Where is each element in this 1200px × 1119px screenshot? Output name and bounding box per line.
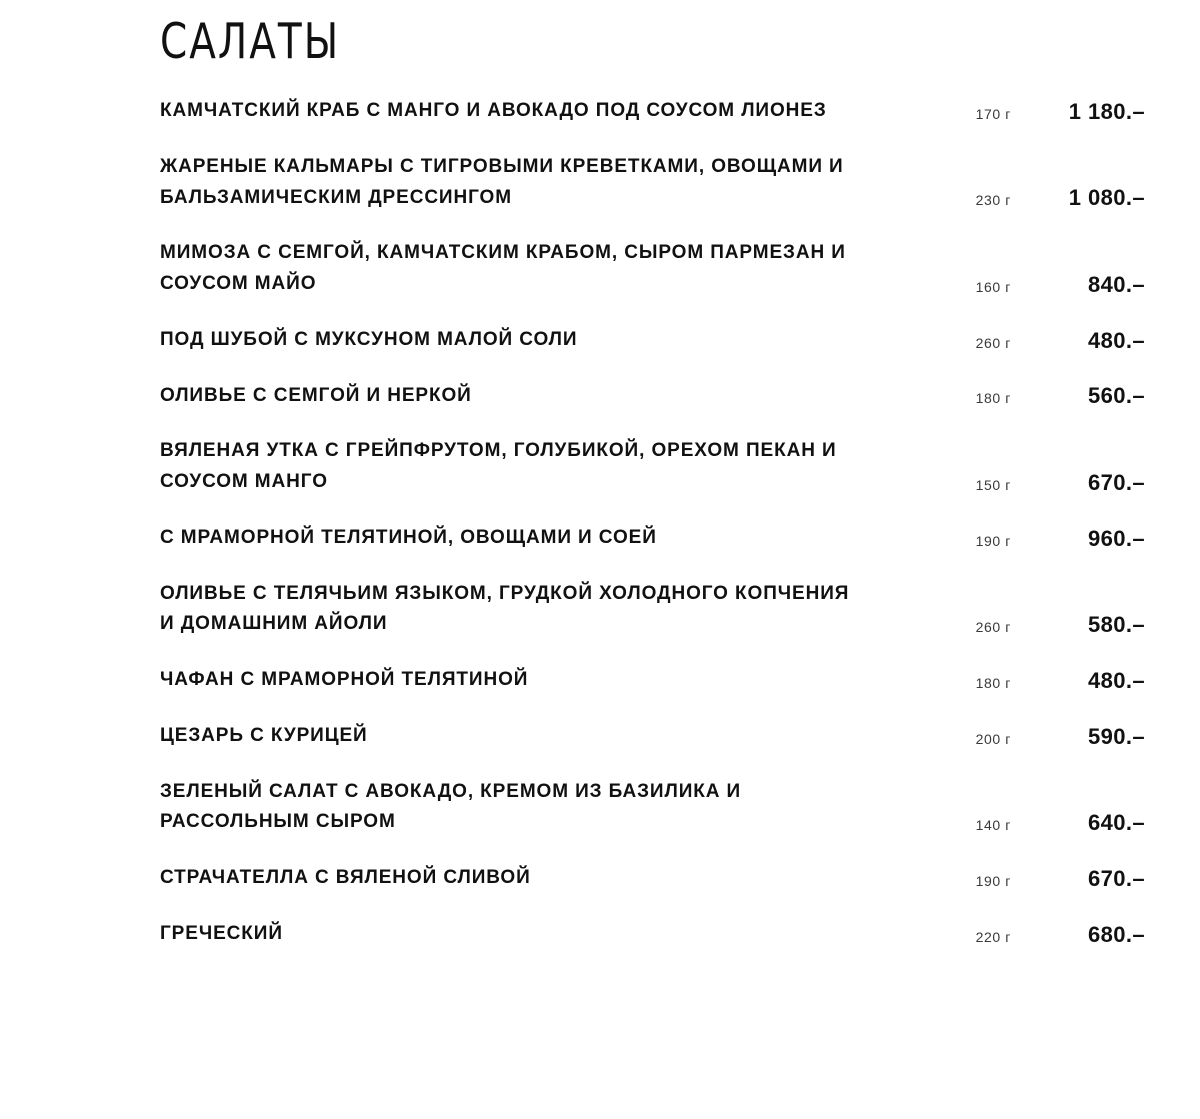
menu-item-meta <box>933 612 1145 640</box>
menu-item-name: ЗЕЛЕНЫЙ САЛАТ С АВОКАДО, КРЕМОМ ИЗ БАЗИЛИКА И РАССОЛЬНЫМ СЫРОМ <box>160 780 742 833</box>
menu-item-weight: 180 г <box>975 674 1011 691</box>
menu-item-meta <box>933 810 1145 838</box>
menu-item <box>160 665 1145 696</box>
menu-item-name: ЖАРЕНЫЕ КАЛЬМАРЫ С ТИГРОВЫМИ КРЕВЕТКАМИ, ОВОЩАМИ И БАЛЬЗАМИЧЕСКИМ ДРЕССИНГОМ <box>160 155 844 208</box>
menu-item <box>160 777 1145 839</box>
menu-item-name: МИМОЗА С СЕМГОЙ, КАМЧАТСКИМ КРАБОМ, СЫРОМ ПАРМЕЗАН И СОУСОМ МАЙО <box>160 242 846 295</box>
menu-item-meta <box>933 724 1145 752</box>
menu-item-meta <box>933 668 1145 696</box>
menu-item-meta <box>933 470 1145 498</box>
menu-item-name: С МРАМОРНОЙ ТЕЛЯТИНОЙ, ОВОЩАМИ И СОЕЙ <box>160 526 657 548</box>
menu-item <box>160 579 1145 641</box>
menu-item-name: ПОД ШУБОЙ С МУКСУНОМ МАЛОЙ СОЛИ <box>160 328 578 350</box>
menu-item-name: ЧАФАН С МРАМОРНОЙ ТЕЛЯТИНОЙ <box>160 669 529 691</box>
menu-item-weight: 200 г <box>975 730 1011 747</box>
menu-item-price: 560.– <box>1087 383 1145 409</box>
menu-item-price: 670.– <box>1087 469 1145 495</box>
menu-item-price: 480.– <box>1087 667 1145 693</box>
menu-item-weight: 150 г <box>975 476 1011 493</box>
menu-item-price: 960.– <box>1087 525 1145 551</box>
menu-item-meta <box>933 383 1145 411</box>
menu-item <box>160 721 1145 752</box>
menu-item-weight: 170 г <box>975 105 1011 122</box>
menu-item-price: 1 080.– <box>1068 185 1145 211</box>
menu-item <box>160 919 1145 950</box>
menu-item-name: СТРАЧАТЕЛЛА С ВЯЛЕНОЙ СЛИВОЙ <box>160 867 531 889</box>
menu-item-meta <box>933 185 1145 213</box>
page-title: САЛАТЫ <box>160 14 341 71</box>
menu-item-weight: 190 г <box>975 532 1011 549</box>
menu-item-name: ЦЕЗАРЬ С КУРИЦЕЙ <box>160 724 368 746</box>
menu-item-weight: 260 г <box>975 334 1011 351</box>
menu-item-weight: 160 г <box>975 278 1011 295</box>
menu-item-price: 580.– <box>1087 612 1145 638</box>
menu-item-price: 590.– <box>1087 723 1145 749</box>
menu-item-name: ОЛИВЬЕ С СЕМГОЙ И НЕРКОЙ <box>160 384 472 406</box>
menu-item-meta <box>933 922 1145 950</box>
menu-item <box>160 238 1145 300</box>
menu-item-meta <box>933 272 1145 300</box>
menu-item-meta <box>933 526 1145 554</box>
menu-item-price: 480.– <box>1087 327 1145 353</box>
menu-item-weight: 230 г <box>975 192 1011 209</box>
menu-item-name: ВЯЛЕНАЯ УТКА С ГРЕЙПФРУТОМ, ГОЛУБИКОЙ, ОРЕХОМ ПЕКАН И СОУСОМ МАНГО <box>160 440 837 493</box>
menu-item <box>160 152 1145 214</box>
menu-item <box>160 381 1145 412</box>
menu-item-meta <box>933 99 1145 127</box>
menu-item <box>160 325 1145 356</box>
menu-item <box>160 523 1145 554</box>
menu-item-meta <box>933 328 1145 356</box>
menu-item-name: ГРЕЧЕСКИЙ <box>160 923 283 945</box>
menu-item-weight: 190 г <box>975 873 1011 890</box>
menu-item-weight: 180 г <box>975 390 1011 407</box>
menu-item <box>160 96 1145 127</box>
menu-item-price: 1 180.– <box>1068 98 1145 124</box>
menu-item-weight: 260 г <box>975 619 1011 636</box>
menu-item-price: 670.– <box>1087 866 1145 892</box>
menu-item-weight: 140 г <box>975 817 1011 834</box>
menu-item <box>160 863 1145 894</box>
menu-item-name: КАМЧАТСКИЙ КРАБ С МАНГО И АВОКАДО ПОД СОУСОМ ЛИОНЕЗ <box>160 100 827 121</box>
menu-item-name: ОЛИВЬЕ С ТЕЛЯЧЬИМ ЯЗЫКОМ, ГРУДКОЙ ХОЛОДНОГО КОПЧЕНИЯ И ДОМАШНИМ АЙОЛИ <box>160 582 850 635</box>
menu-item-list <box>160 96 1145 975</box>
menu-item <box>160 436 1145 498</box>
menu-item-price: 840.– <box>1087 271 1145 297</box>
menu-item-meta <box>933 866 1145 894</box>
menu-item-weight: 220 г <box>975 928 1011 945</box>
menu-item-price: 640.– <box>1087 810 1145 836</box>
menu-item-price: 680.– <box>1087 921 1145 947</box>
